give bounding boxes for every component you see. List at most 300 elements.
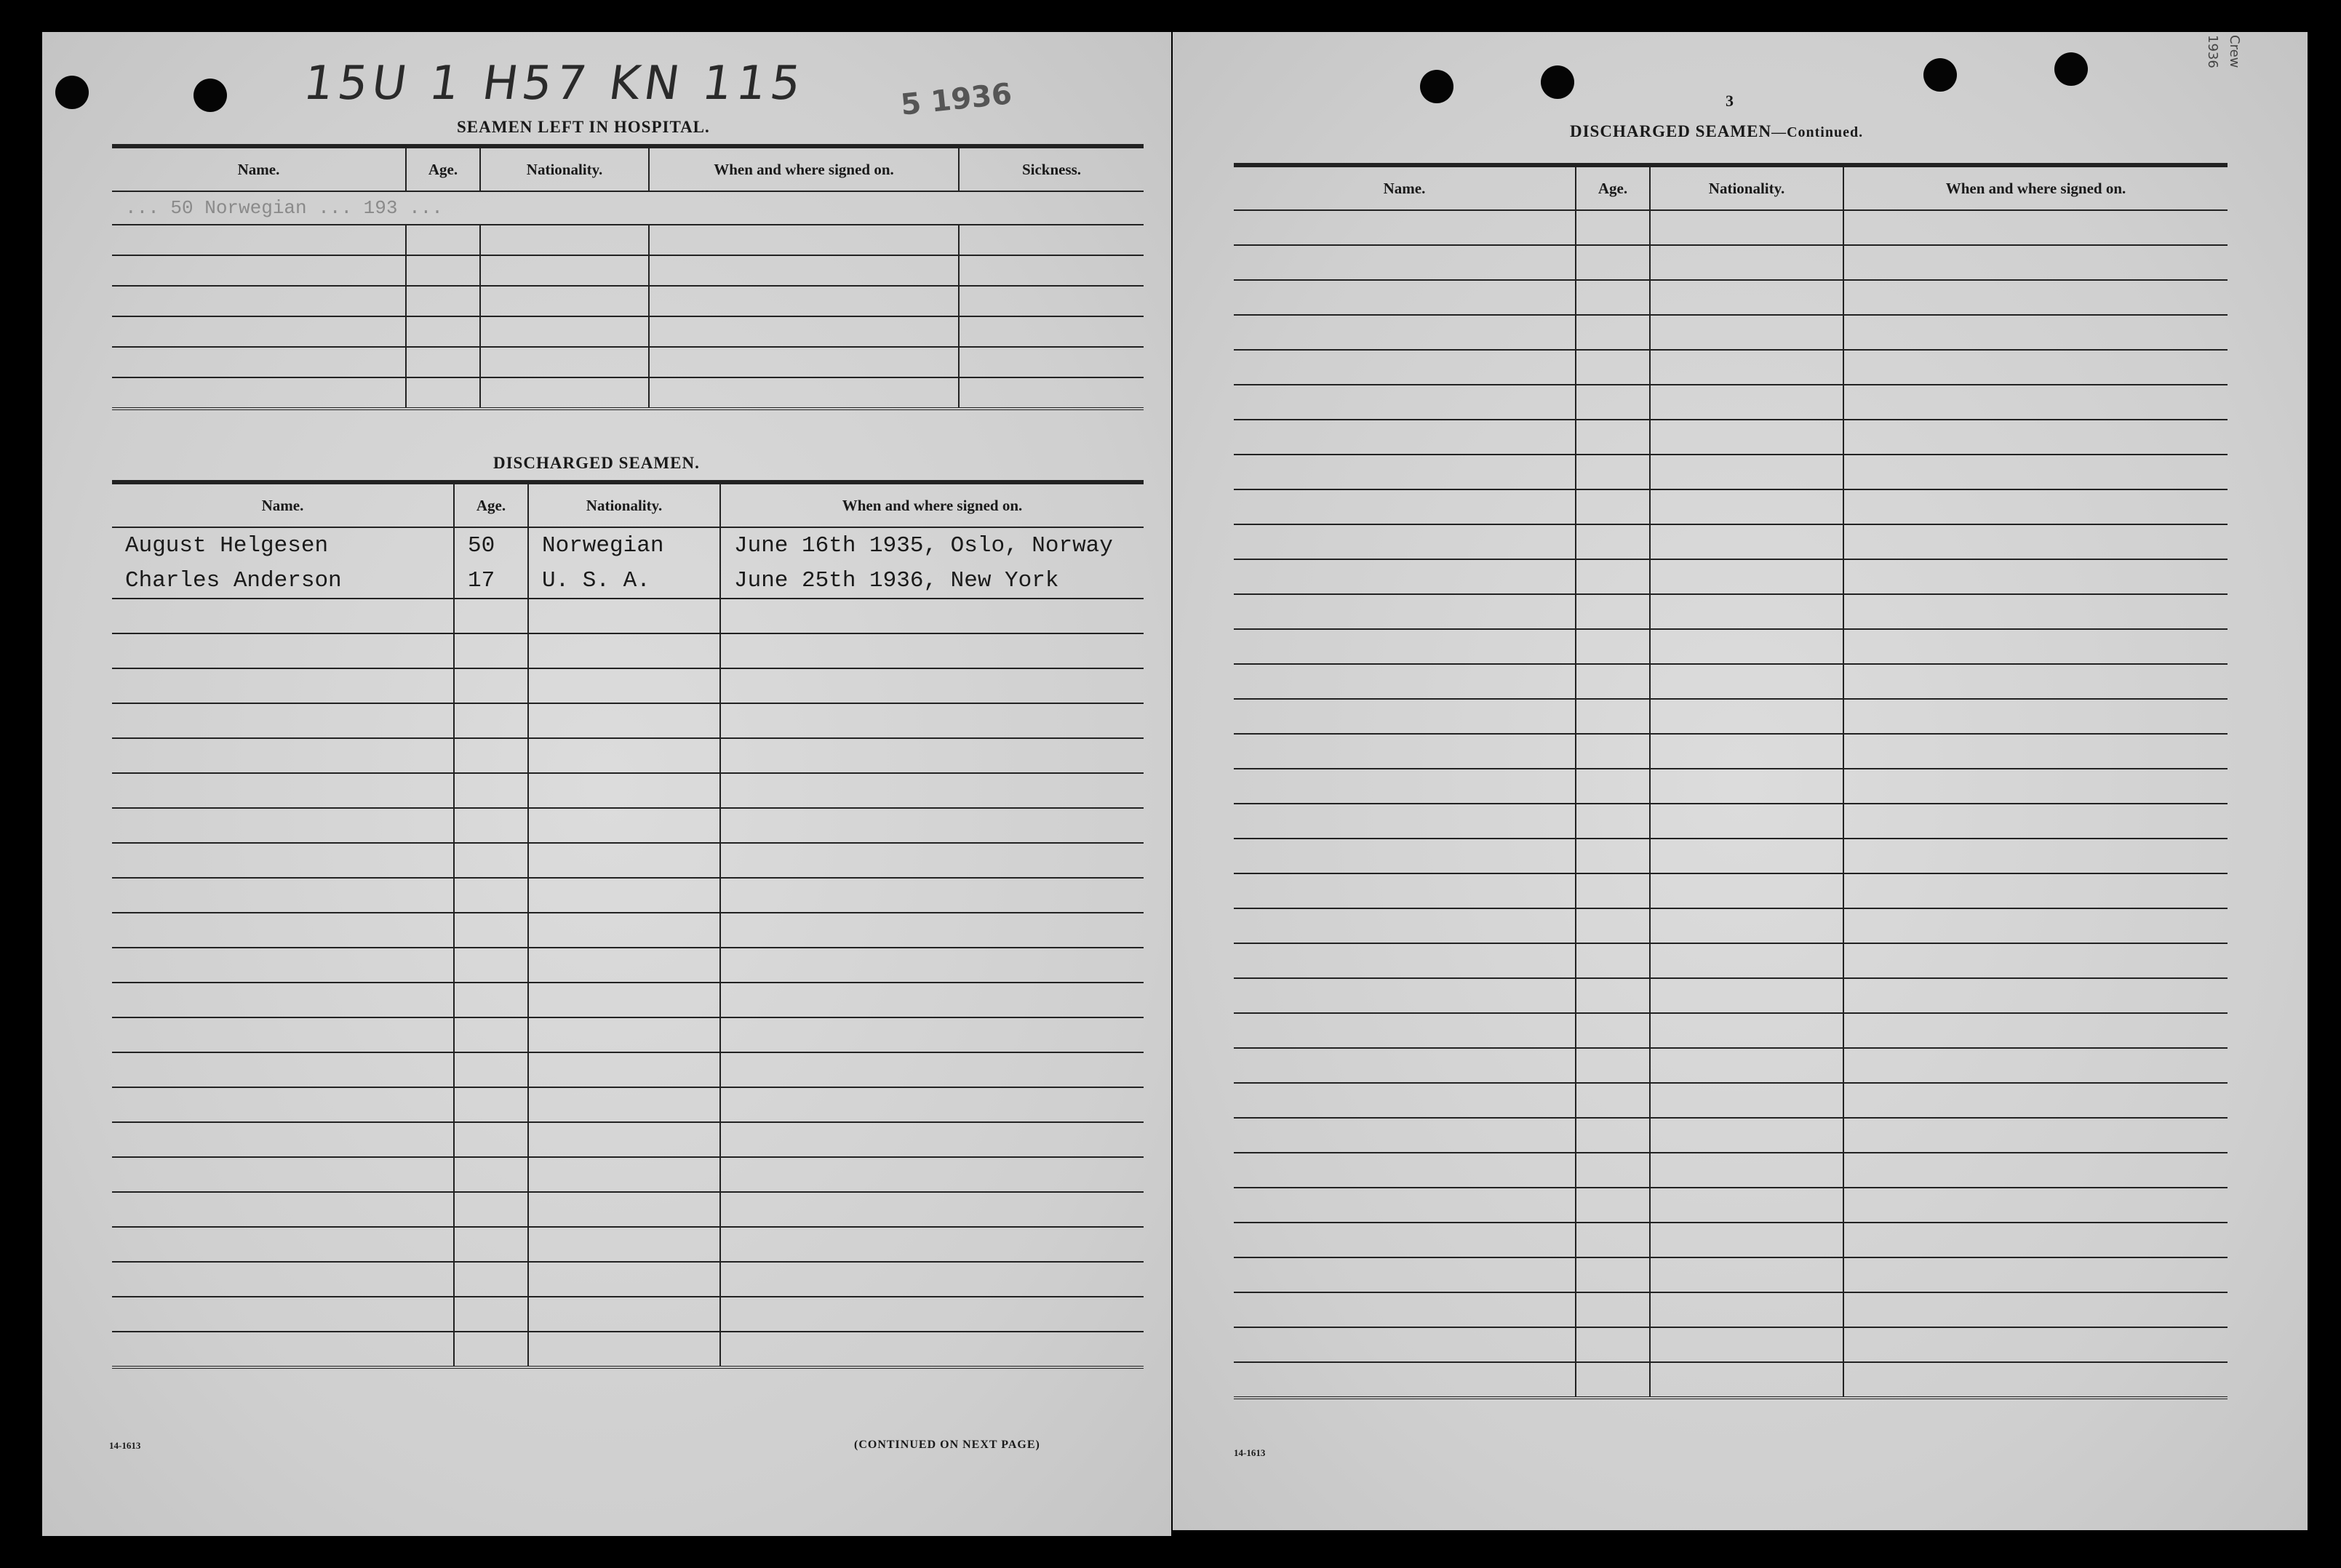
blank-cell (1576, 839, 1650, 873)
blank-cell (649, 255, 959, 286)
form-number: 14-1613 (109, 1440, 141, 1451)
blank-cell (1234, 315, 1576, 350)
blank-cell (1234, 245, 1576, 280)
blank-cell (1650, 524, 1843, 559)
blank-cell (649, 347, 959, 377)
column-header: Age. (454, 482, 528, 527)
blank-cell (1843, 804, 2228, 839)
table-row (1234, 699, 2228, 734)
blank-cell (1843, 315, 2228, 350)
blank-cell (454, 738, 528, 773)
blank-cell (959, 377, 1144, 409)
blank-cell (454, 1297, 528, 1332)
blank-cell (1650, 1223, 1843, 1257)
blank-cell (1843, 385, 2228, 420)
cell-age: 17 (454, 563, 528, 599)
table-row (1234, 873, 2228, 908)
blank-cell (720, 1262, 1144, 1297)
blank-cell (1576, 455, 1650, 489)
blank-cell (1576, 664, 1650, 699)
blank-cell (1576, 524, 1650, 559)
table-row (1234, 210, 2228, 245)
blank-cell (1843, 1013, 2228, 1048)
blank-cell (454, 1122, 528, 1157)
blank-cell (1843, 420, 2228, 455)
blank-cell (720, 738, 1144, 773)
blank-cell (1234, 664, 1576, 699)
blank-cell (1576, 734, 1650, 769)
blank-cell (528, 1332, 720, 1367)
blank-cell (1843, 839, 2228, 873)
blank-cell (1576, 350, 1650, 385)
blank-cell (112, 1227, 454, 1262)
table-row (112, 599, 1144, 633)
blank-cell (959, 286, 1144, 316)
blank-cell (720, 913, 1144, 948)
table-row (1234, 943, 2228, 978)
blank-cell (406, 316, 480, 347)
punch-hole (55, 76, 89, 109)
blank-cell (1843, 943, 2228, 978)
blank-cell (1234, 978, 1576, 1013)
blank-cell (528, 808, 720, 843)
table-row (1234, 978, 2228, 1013)
blank-cell (720, 1087, 1144, 1122)
blank-cell (480, 225, 649, 255)
blank-cell (720, 808, 1144, 843)
blank-cell (480, 286, 649, 316)
table-row (112, 878, 1144, 913)
blank-cell (720, 1192, 1144, 1227)
blank-cell (1843, 1083, 2228, 1118)
table-row (1234, 350, 2228, 385)
cell-nationality: Norwegian (528, 527, 720, 563)
blank-cell (112, 1262, 454, 1297)
table-row (1234, 420, 2228, 455)
blank-cell (112, 1157, 454, 1192)
blank-cell (528, 1122, 720, 1157)
blank-cell (1650, 978, 1843, 1013)
blank-cell (528, 1052, 720, 1087)
table-row (1234, 839, 2228, 873)
blank-cell (1650, 1153, 1843, 1188)
blank-cell (1650, 455, 1843, 489)
blank-cell (959, 347, 1144, 377)
punch-hole (2054, 52, 2088, 86)
blank-cell (1576, 245, 1650, 280)
blank-cell (112, 316, 406, 347)
blank-cell (406, 255, 480, 286)
blank-cell (528, 1297, 720, 1332)
blank-cell (528, 773, 720, 808)
blank-cell (454, 1262, 528, 1297)
table-row (112, 377, 1144, 409)
blank-cell (528, 1227, 720, 1262)
blank-cell (112, 255, 406, 286)
blank-cell (1576, 1118, 1650, 1153)
blank-cell (1650, 699, 1843, 734)
blank-cell (1843, 559, 2228, 594)
blank-cell (1650, 629, 1843, 664)
blank-cell (1650, 1013, 1843, 1048)
blank-cell (528, 1157, 720, 1192)
table-row (1234, 1327, 2228, 1362)
blank-cell (959, 255, 1144, 286)
blank-cell (1234, 559, 1576, 594)
table-row (1234, 1223, 2228, 1257)
table-row (112, 563, 1144, 599)
blank-cell (720, 948, 1144, 983)
hospital-section-title: SEAMEN LEFT IN HOSPITAL. (457, 118, 710, 136)
blank-cell (1843, 978, 2228, 1013)
blank-cell (1843, 594, 2228, 629)
blank-cell (720, 1332, 1144, 1367)
blank-cell (1843, 1292, 2228, 1327)
blank-cell (959, 316, 1144, 347)
blank-cell (1650, 420, 1843, 455)
blank-cell (1650, 1188, 1843, 1223)
blank-cell (112, 738, 454, 773)
margin-note: 1936 (2205, 35, 2220, 68)
table-row (1234, 1118, 2228, 1153)
cell-signed-on: June 16th 1935, Oslo, Norway (720, 527, 1144, 563)
blank-cell (112, 1297, 454, 1332)
blank-cell (454, 703, 528, 738)
blank-cell (720, 1297, 1144, 1332)
left-page (42, 32, 1171, 1536)
blank-cell (528, 633, 720, 668)
blank-cell (454, 878, 528, 913)
table-row (1234, 1153, 2228, 1188)
blank-cell (1576, 385, 1650, 420)
table-row (112, 527, 1144, 563)
cell-name: August Helgesen (125, 532, 329, 559)
continued-note: (CONTINUED ON NEXT PAGE) (854, 1439, 1040, 1451)
discharged-section-title: DISCHARGED SEAMEN. (493, 454, 700, 472)
table-row (112, 948, 1144, 983)
table-row (112, 1017, 1144, 1052)
column-header: Nationality. (480, 146, 649, 191)
blank-cell (1234, 385, 1576, 420)
blank-cell (959, 225, 1144, 255)
blank-cell (454, 1332, 528, 1367)
margin-note: Crew (2227, 35, 2242, 68)
table-row (112, 1227, 1144, 1262)
blank-cell (649, 286, 959, 316)
blank-cell (1843, 280, 2228, 315)
crossed-out-entry: ... 50 Norwegian ... 193 ... (112, 191, 1144, 225)
blank-cell (112, 1052, 454, 1087)
blank-cell (454, 983, 528, 1017)
discharged-continued-table (1234, 163, 2228, 1399)
blank-cell (1843, 1153, 2228, 1188)
blank-cell (1843, 1362, 2228, 1398)
blank-cell (528, 1087, 720, 1122)
blank-cell (1234, 280, 1576, 315)
blank-cell (1650, 350, 1843, 385)
table-row (112, 633, 1144, 668)
blank-cell (1576, 210, 1650, 245)
blank-cell (1234, 1013, 1576, 1048)
blank-cell (112, 599, 454, 633)
table-row (1234, 385, 2228, 420)
blank-cell (454, 1087, 528, 1122)
blank-cell (1843, 210, 2228, 245)
blank-cell (1650, 1292, 1843, 1327)
column-header: Nationality. (1650, 165, 1843, 210)
table-row (112, 1192, 1144, 1227)
blank-cell (1650, 664, 1843, 699)
punch-hole (1541, 65, 1574, 99)
blank-cell (1843, 1188, 2228, 1223)
blank-cell (528, 668, 720, 703)
blank-cell (454, 1017, 528, 1052)
blank-cell (1234, 489, 1576, 524)
blank-cell (1576, 873, 1650, 908)
blank-cell (1843, 1327, 2228, 1362)
blank-cell (528, 1017, 720, 1052)
column-header: Name. (112, 146, 406, 191)
table-row (1234, 664, 2228, 699)
blank-cell (1843, 908, 2228, 943)
blank-cell (1650, 1362, 1843, 1398)
blank-cell (112, 1087, 454, 1122)
column-header: Name. (112, 482, 454, 527)
blank-cell (1843, 699, 2228, 734)
blank-cell (480, 316, 649, 347)
column-header: When and where signed on. (649, 146, 959, 191)
blank-cell (1234, 734, 1576, 769)
table-row (1234, 1257, 2228, 1292)
blank-cell (1843, 489, 2228, 524)
blank-cell (1576, 699, 1650, 734)
blank-cell (406, 286, 480, 316)
table-row (1234, 1048, 2228, 1083)
blank-cell (1650, 559, 1843, 594)
right-page (1173, 32, 2308, 1530)
blank-cell (528, 738, 720, 773)
table-row (112, 255, 1144, 286)
blank-cell (1576, 1362, 1650, 1398)
blank-cell (720, 633, 1144, 668)
blank-cell (1234, 1188, 1576, 1223)
table-row (1234, 1013, 2228, 1048)
blank-cell (528, 913, 720, 948)
blank-cell (1234, 524, 1576, 559)
blank-cell (1843, 1048, 2228, 1083)
table-row (1234, 245, 2228, 280)
table-row (112, 1297, 1144, 1332)
blank-cell (1234, 839, 1576, 873)
table-row (1234, 524, 2228, 559)
blank-cell (112, 843, 454, 878)
blank-cell (649, 225, 959, 255)
blank-cell (1576, 280, 1650, 315)
blank-cell (1650, 769, 1843, 804)
table-row (112, 703, 1144, 738)
blank-cell (1234, 1327, 1576, 1362)
table-row (1234, 315, 2228, 350)
blank-cell (112, 347, 406, 377)
blank-cell (454, 843, 528, 878)
form-number: 14-1613 (1234, 1447, 1266, 1458)
blank-cell (406, 225, 480, 255)
blank-cell (1576, 908, 1650, 943)
blank-cell (1234, 350, 1576, 385)
blank-cell (1843, 524, 2228, 559)
table-row (1234, 734, 2228, 769)
blank-cell (1843, 1223, 2228, 1257)
table-row (1234, 908, 2228, 943)
blank-cell (112, 878, 454, 913)
crossed-out-row (112, 191, 1144, 225)
blank-cell (1234, 455, 1576, 489)
blank-cell (528, 599, 720, 633)
blank-cell (720, 983, 1144, 1017)
blank-cell (1650, 804, 1843, 839)
blank-cell (1234, 699, 1576, 734)
blank-cell (454, 808, 528, 843)
table-row (1234, 629, 2228, 664)
blank-cell (720, 668, 1144, 703)
column-header: Age. (1576, 165, 1650, 210)
table-row (112, 913, 1144, 948)
blank-cell (1576, 629, 1650, 664)
table-row (112, 773, 1144, 808)
blank-cell (454, 668, 528, 703)
blank-cell (112, 773, 454, 808)
blank-cell (1234, 943, 1576, 978)
table-row (112, 1262, 1144, 1297)
column-header: When and where signed on. (1843, 165, 2228, 210)
blank-cell (1234, 420, 1576, 455)
blank-cell (1234, 210, 1576, 245)
blank-cell (1576, 978, 1650, 1013)
column-header: Nationality. (528, 482, 720, 527)
blank-cell (454, 1157, 528, 1192)
blank-cell (112, 948, 454, 983)
blank-cell (720, 1227, 1144, 1262)
blank-cell (406, 377, 480, 409)
blank-cell (1650, 280, 1843, 315)
blank-cell (1843, 734, 2228, 769)
blank-cell (112, 668, 454, 703)
blank-cell (1843, 350, 2228, 385)
blank-cell (1576, 559, 1650, 594)
punch-hole (194, 79, 227, 112)
punch-hole (1923, 58, 1957, 92)
blank-cell (720, 703, 1144, 738)
blank-cell (1650, 943, 1843, 978)
blank-cell (112, 703, 454, 738)
blank-cell (454, 633, 528, 668)
column-header: Age. (406, 146, 480, 191)
cell-age: 50 (454, 527, 528, 563)
punch-hole (1420, 70, 1453, 103)
blank-cell (112, 377, 406, 409)
blank-cell (1650, 908, 1843, 943)
table-row (112, 1052, 1144, 1087)
blank-cell (1576, 1257, 1650, 1292)
hospital-table (112, 144, 1144, 410)
blank-cell (454, 773, 528, 808)
table-row (1234, 1083, 2228, 1118)
table-row (1234, 1362, 2228, 1398)
blank-cell (1650, 1118, 1843, 1153)
table-row (112, 1087, 1144, 1122)
blank-cell (1234, 1048, 1576, 1083)
table-row (112, 347, 1144, 377)
blank-cell (720, 1157, 1144, 1192)
table-row (112, 225, 1144, 255)
blank-cell (112, 286, 406, 316)
blank-cell (112, 1017, 454, 1052)
table-row (112, 843, 1144, 878)
blank-cell (1576, 1223, 1650, 1257)
blank-cell (454, 1052, 528, 1087)
blank-cell (1650, 734, 1843, 769)
blank-cell (720, 1052, 1144, 1087)
blank-cell (1234, 769, 1576, 804)
column-header: When and where signed on. (720, 482, 1144, 527)
blank-cell (1576, 420, 1650, 455)
title-main: DISCHARGED SEAMEN (1570, 122, 1772, 140)
blank-cell (528, 703, 720, 738)
blank-cell (528, 948, 720, 983)
column-header: Name. (1234, 165, 1576, 210)
blank-cell (112, 983, 454, 1017)
blank-cell (1234, 1083, 1576, 1118)
blank-cell (720, 843, 1144, 878)
table-row (1234, 769, 2228, 804)
blank-cell (1843, 455, 2228, 489)
discharged-table (112, 480, 1144, 1369)
blank-cell (528, 878, 720, 913)
blank-cell (1576, 1292, 1650, 1327)
blank-cell (1843, 664, 2228, 699)
blank-cell (1234, 1153, 1576, 1188)
blank-cell (528, 983, 720, 1017)
table-row (112, 286, 1144, 316)
blank-cell (1650, 1327, 1843, 1362)
blank-cell (720, 773, 1144, 808)
blank-cell (720, 878, 1144, 913)
blank-cell (1234, 629, 1576, 664)
blank-cell (112, 1122, 454, 1157)
blank-cell (720, 1122, 1144, 1157)
blank-cell (649, 316, 959, 347)
blank-cell (1234, 594, 1576, 629)
blank-cell (406, 347, 480, 377)
blank-cell (1843, 1257, 2228, 1292)
blank-cell (1650, 1048, 1843, 1083)
blank-cell (1234, 908, 1576, 943)
page-number: 3 (1726, 92, 1734, 110)
blank-cell (1650, 1083, 1843, 1118)
blank-cell (1576, 943, 1650, 978)
discharged-continued-title (1570, 122, 1863, 141)
blank-cell (1234, 1223, 1576, 1257)
table-row (1234, 280, 2228, 315)
cell-signed-on: June 25th 1936, New York (720, 563, 1144, 599)
table-row (112, 983, 1144, 1017)
blank-cell (528, 1192, 720, 1227)
title-suffix: —Continued. (1771, 124, 1864, 140)
blank-cell (528, 843, 720, 878)
blank-cell (112, 1332, 454, 1367)
column-header: Sickness. (959, 146, 1144, 191)
table-row (1234, 594, 2228, 629)
